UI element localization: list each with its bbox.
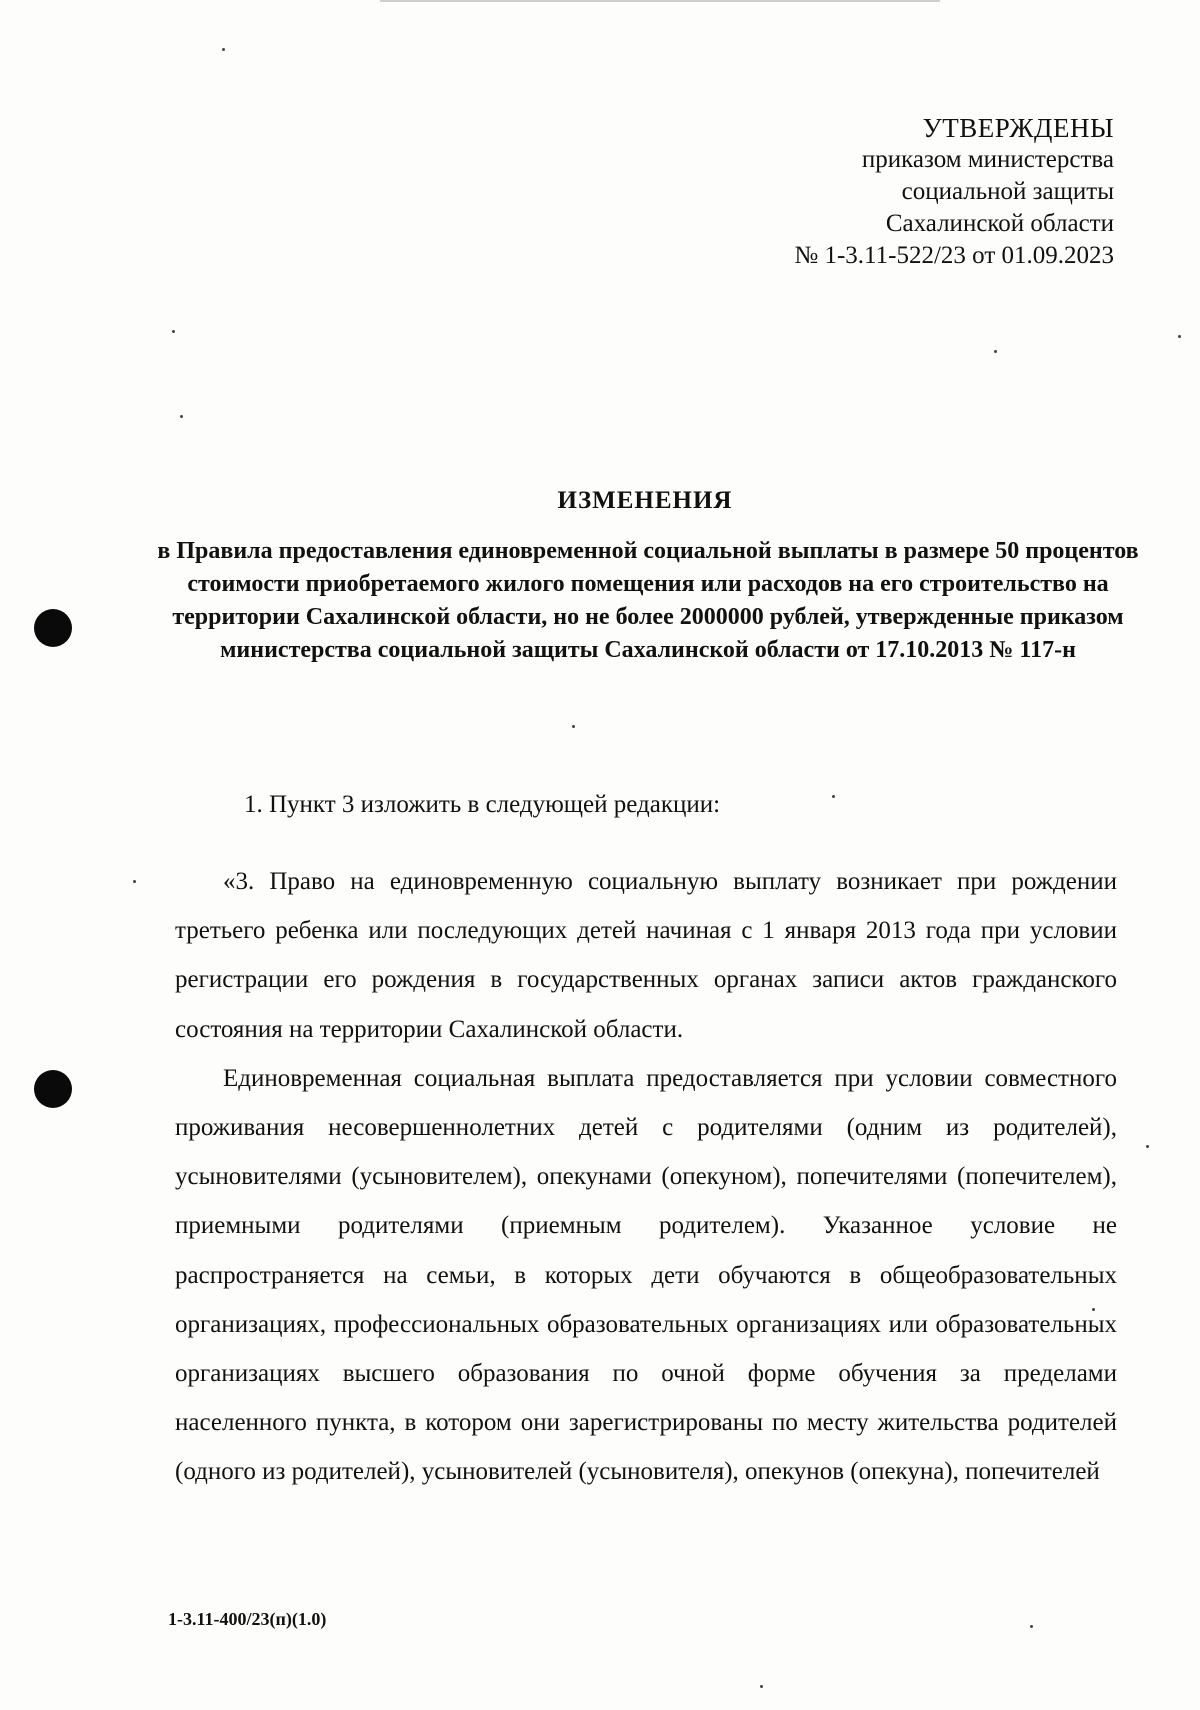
footer-document-code: 1-3.11-400/23(п)(1.0) <box>168 1609 327 1629</box>
scan-speck <box>760 1685 763 1688</box>
paragraph: Единовременная социальная выплата предоставляется при условии совместного проживания несовершеннолетних детей с родителями (одним из родителей), усыновителями (усыновителем), опекунами (опекуном), попечителями (попечителем), приемными родителями (приемным родителем). Указанное условие не распространяется на семьи, в которых дети обучаются в общеобразовательных организациях, профессиональных образовательных организациях или образовательных организациях высшего образования по очной форме обучения за пределами населенного пункта, в котором они зарегистрированы по месту жительства родителей (одного из родителей), усыновителей (усыновителя), опекунов (опекуна), попечителей <box>175 1064 1117 1486</box>
approval-line: Сахалинской области <box>885 210 1114 237</box>
scan-edge <box>380 0 940 2</box>
approval-line: социальной защиты <box>901 178 1114 205</box>
document-subtitle: в Правила предоставления единовременной социальной выплаты в размере 50 процентов стоимости приобретаемого жилого помещения или расходов на его строительство на территории Сахалинской области, но не более 2000000 рублей, утвержденные приказом министерства социальной защиты Сахалинской области от 17.10.2013 № 117-н <box>157 538 1139 663</box>
body-text <box>175 857 1117 1497</box>
approval-stamp-block <box>794 112 1114 272</box>
scan-speck <box>1030 1625 1033 1628</box>
scan-speck <box>172 330 175 333</box>
scan-speck <box>832 795 835 798</box>
point-1-intro: 1. Пункт 3 изложить в следующей редакции: <box>244 791 721 818</box>
scan-speck <box>133 880 136 883</box>
punch-hole <box>34 609 72 647</box>
scan-speck <box>180 415 183 418</box>
scan-speck <box>994 350 997 353</box>
approval-line: приказом министерства <box>861 146 1114 173</box>
approval-title: УТВЕРЖДЕНЫ <box>922 113 1114 143</box>
scan-speck <box>222 48 225 51</box>
paragraph: «3. Право на единовременную социальную выплату возникает при рождении третьего ребенка или последующих детей начиная с 1 января 2013 года при условии регистрации его рождения в государственных органах записи актов гражданского состояния на территории Сахалинской области. <box>175 868 1117 1043</box>
document-heading: ИЗМЕНЕНИЯ <box>557 487 733 514</box>
scan-speck <box>1146 1145 1149 1148</box>
scan-speck <box>572 725 575 728</box>
scan-speck <box>1092 1308 1095 1311</box>
punch-hole <box>34 1070 72 1108</box>
approval-order-number: № 1-3.11-522/23 от 01.09.2023 <box>794 242 1114 269</box>
scan-speck <box>1178 335 1181 338</box>
